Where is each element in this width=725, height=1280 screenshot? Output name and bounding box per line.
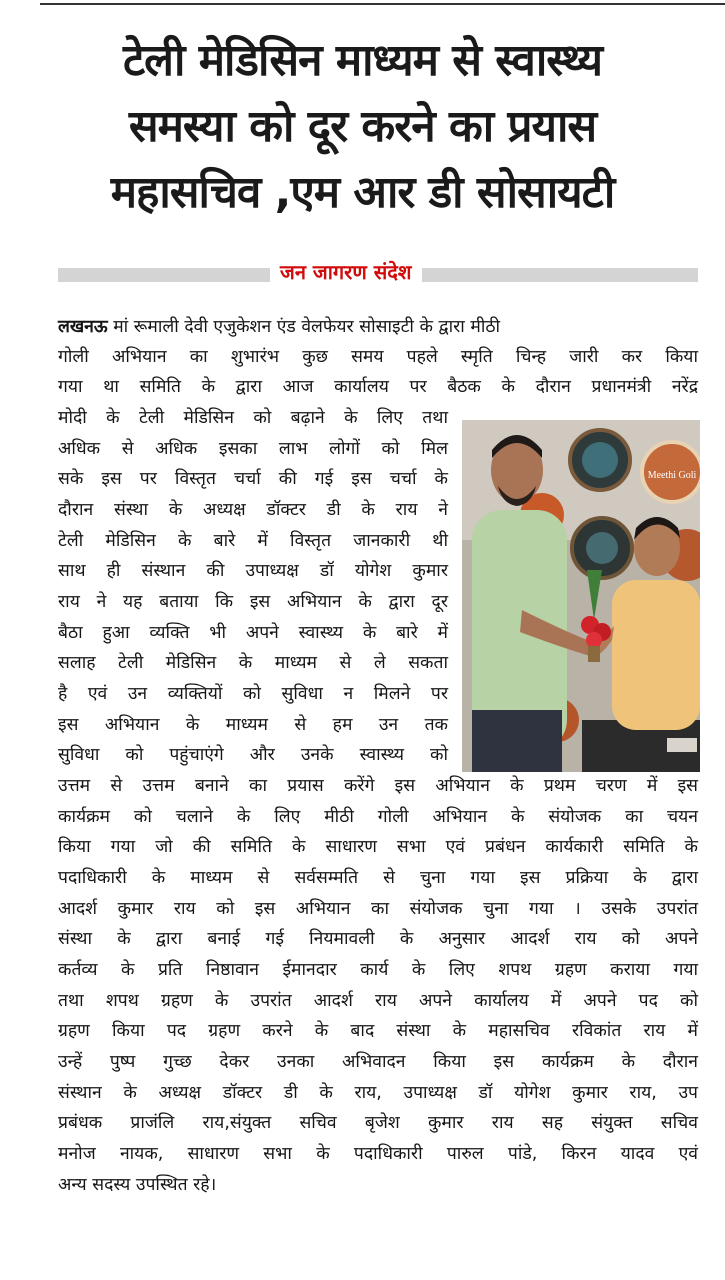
article-line: अधिक से अधिक इसका लाभ लोगों को मिल bbox=[58, 439, 448, 459]
article-line: गोली अभियान का शुभारंभ कुछ समय पहले स्मृति चिन्ह जारी कर किया bbox=[58, 347, 698, 367]
article-line: प्रबंधक प्राजंलि राय,संयुक्त सचिव बृजेश कुमार राय सह संयुक्त सचिव bbox=[58, 1113, 698, 1133]
news-photo bbox=[462, 420, 700, 772]
dateline: लखनऊ bbox=[58, 317, 108, 337]
article-line: संस्थान के अध्यक्ष डॉक्टर डी के राय, उपाध्यक्ष डॉ योगेश कुमार राय, उप bbox=[58, 1083, 698, 1103]
article-line: किया गया जो की समिति के साधारण सभा एवं प्रबंधन कार्यकारी समिति के bbox=[58, 837, 698, 857]
article-line: है एवं उन व्यक्तियों को सुविधा न मिलने पर bbox=[58, 684, 448, 704]
article-line: तथा शपथ ग्रहण के उपरांत आदर्श राय अपने कार्यालय में अपने पद को bbox=[58, 991, 698, 1011]
article-line: कर्तव्य के प्रति निष्ठावान ईमानदार कार्य के लिए शपथ ग्रहण कराया गया bbox=[58, 960, 698, 980]
article-line: आदर्श कुमार राय को इस अभियान का संयोजक चुना गया । उसके उपरांत bbox=[58, 899, 698, 919]
article-line-text: मां रूमाली देवी एजुकेशन एंड वेलफेयर सोसाइटी के द्वारा मीठी bbox=[107, 317, 501, 337]
article-line: गया था समिति के द्वारा आज कार्यालय पर बैठक के दौरान प्रधानमंत्री नरेंद्र bbox=[58, 377, 698, 397]
wall-plate-center bbox=[586, 532, 618, 564]
top-rule bbox=[40, 3, 725, 5]
article-line: मनोज नायक, साधारण सभा के पदाधिकारी पारुल पांडे, किरन यादव एवं bbox=[58, 1144, 698, 1164]
article-line: टेली मेडिसिन के बारे में विस्तृत जानकारी थी bbox=[58, 531, 448, 551]
article-line: संस्था के द्वारा बनाई गई नियमावली के अनुसार आदर्श राय को अपने bbox=[58, 929, 698, 949]
article-line: राय ने यह बताया कि इस अभियान के द्वारा दूर bbox=[58, 592, 448, 612]
headline bbox=[20, 28, 705, 226]
person-standing-trousers bbox=[472, 710, 562, 772]
wall-plate-sign: Meethi Goli bbox=[647, 470, 697, 481]
article-line: सके इस पर विस्तृत चर्चा की गई इस चर्चा के bbox=[58, 469, 448, 489]
wall-plate-center bbox=[582, 442, 618, 478]
bouquet-wrap bbox=[588, 646, 600, 662]
article-line: इस अभियान के माध्यम से हम उन तक bbox=[58, 715, 448, 735]
byline: जन जागरण संदेश bbox=[270, 254, 422, 290]
table-box bbox=[667, 738, 697, 752]
headline-line-1: टेली मेडिसिन माध्यम से स्वास्थ्य bbox=[122, 35, 603, 86]
article-line: मोदी के टेली मेडिसिन को बढ़ाने के लिए तथा bbox=[58, 408, 448, 428]
headline-line-3: महासचिव ,एम आर डी सोसायटी bbox=[110, 167, 615, 218]
headline-line-2: समस्या को दूर करने का प्रयास bbox=[128, 101, 597, 152]
article-line: उत्तम से उत्तम बनाने का प्रयास करेंगे इस अभियान के प्रथम चरण में इस bbox=[58, 776, 698, 796]
article-line: कार्यक्रम को चलाने के लिए मीठी गोली अभियान के संयोजक का चयन bbox=[58, 807, 698, 827]
person-seated-shirt bbox=[612, 580, 700, 730]
article-line: उन्हें पुष्प गुच्छ देकर उनका अभिवादन किया इस कार्यक्रम के दौरान bbox=[58, 1052, 698, 1072]
article-line: दौरान संस्था के अध्यक्ष डॉक्टर डी के राय ने bbox=[58, 500, 448, 520]
news-photo-illustration bbox=[462, 420, 700, 772]
article-line: अन्य सदस्य उपस्थित रहे। bbox=[58, 1175, 217, 1195]
article-line: सुविधा को पहुंचाएंगे और उनके स्वास्थ्य को bbox=[58, 745, 448, 765]
article-line: सलाह टेली मेडिसिन के माध्यम से ले सकता bbox=[58, 653, 448, 673]
article-line: ग्रहण किया पद ग्रहण करने के बाद संस्था के महासचिव रविकांत राय में bbox=[58, 1021, 698, 1041]
bouquet-flower bbox=[586, 632, 602, 648]
article-line: साथ ही संस्थान की उपाध्यक्ष डॉ योगेश कुमार bbox=[58, 561, 448, 581]
article-line: पदाधिकारी के माध्यम से सर्वसम्मति से चुना गया इस प्रक्रिया के द्वारा bbox=[58, 868, 698, 888]
article-line bbox=[58, 314, 698, 344]
article-line: बैठा हुआ व्यक्ति भी अपने स्वास्थ्य के बारे में bbox=[58, 623, 448, 643]
